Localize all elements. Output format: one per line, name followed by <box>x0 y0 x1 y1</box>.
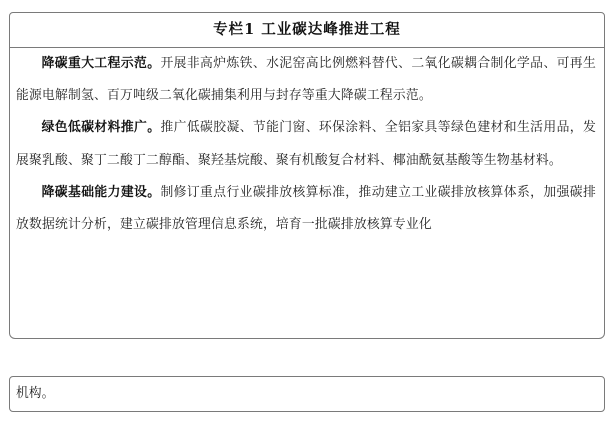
continuation-text: 机构。 <box>16 386 55 401</box>
paragraph-text: 开展非高炉炼铁、水泥窑高比例燃料替代、二氧化碳耦合制化学品、可再生能源电解制氢、百万吨级二氧化碳捕集利用与封存等重大降碳工程示范。 <box>16 56 596 104</box>
column-body <box>10 48 604 241</box>
paragraph-materials <box>16 112 596 176</box>
paragraph-lead: 绿色低碳材料推广。 <box>41 120 161 136</box>
paragraph-lead: 降碳基础能力建设。 <box>41 184 161 200</box>
column-box-continued <box>9 376 605 412</box>
column-box <box>9 12 605 339</box>
paragraph-demonstration <box>16 48 596 112</box>
column-title: 专栏1 工业碳达峰推进工程 <box>10 13 604 48</box>
paragraph-lead: 降碳重大工程示范。 <box>41 56 161 71</box>
paragraph-capacity <box>16 177 596 241</box>
paragraph-text: 制修订重点行业碳排放核算标准，推动建立工业碳排放核算体系，加强碳排放数据统计分析，建立碳排放管理信息系统，培育一批碳排放核算专业化 <box>16 184 596 233</box>
paragraph-text: 推广低碳胶凝、节能门窗、环保涂料、全铝家具等绿色建材和生活用品，发展聚乳酸、聚丁二酸丁二醇酯、聚羟基烷酸、聚有机酸复合材料、椰油酰氨基酸等生物基材料。 <box>16 120 596 168</box>
